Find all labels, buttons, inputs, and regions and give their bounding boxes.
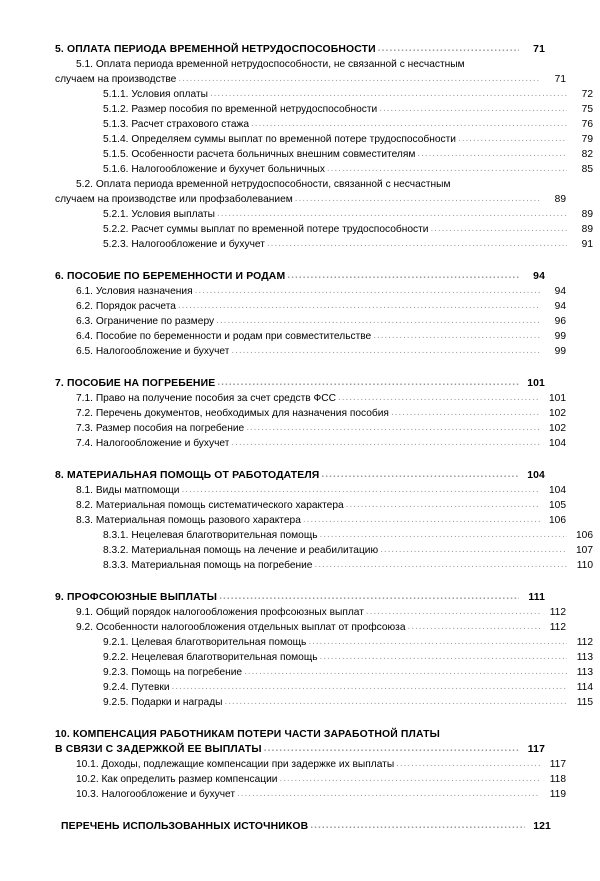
toc-entry-title-line-2: случаем на производстве [55, 74, 177, 85]
toc-entry-level-2[interactable] [76, 772, 566, 787]
toc-entry-title: 6.5. Налогообложение и бухучет [76, 346, 230, 357]
toc-entry-row[interactable] [76, 772, 566, 787]
toc-entry-level-1[interactable] [55, 590, 545, 605]
toc-page-number: 79 [581, 134, 593, 145]
dot-leader [217, 212, 567, 222]
toc-page-number: 71 [533, 44, 545, 55]
toc-entry-title: 5.2.3. Налогообложение и бухучет [103, 239, 265, 250]
dot-leader [219, 595, 519, 605]
toc-entry-row[interactable] [55, 192, 566, 207]
toc-page-number: 102 [549, 423, 566, 434]
toc-entry-row[interactable] [55, 42, 545, 57]
dot-leader [231, 441, 540, 451]
toc-page-number: 99 [554, 346, 566, 357]
section-spacer [55, 252, 545, 269]
toc-entry-list [55, 42, 593, 834]
toc-entry-title: 8.2. Материальная помощь систематического характера [76, 500, 344, 511]
toc-entry-title: 10.1. Доходы, подлежащие компенсации при задержке их выплаты [76, 759, 395, 770]
toc-entry-row[interactable] [103, 695, 593, 710]
toc-page-number: 107 [576, 545, 593, 556]
toc-entry-title: 5.1.4. Определяем суммы выплат по временной потере трудоспособности [103, 134, 456, 145]
toc-entry-title: 9.2.5. Подарки и награды [103, 697, 223, 708]
toc-entry-row[interactable] [55, 376, 545, 391]
toc-entry-title: 6.4. Пособие по беременности и родам при совместительстве [76, 331, 372, 342]
toc-page-number: 115 [576, 697, 593, 708]
toc-page-number: 101 [527, 378, 545, 389]
toc-entry-level-1[interactable] [55, 269, 545, 284]
dot-leader [380, 548, 567, 558]
toc-entry-row[interactable] [103, 543, 593, 558]
toc-entry-row[interactable] [103, 528, 593, 543]
toc-entry-level-2[interactable] [76, 284, 566, 299]
toc-page-number: 99 [554, 331, 566, 342]
toc-entry-title: 9.2. Особенности налогообложения отдельных выплат от профсоюза [76, 622, 406, 633]
dot-leader [264, 747, 519, 757]
toc-entry-level-2[interactable] [76, 787, 566, 802]
toc-entry-level-3[interactable] [103, 528, 593, 543]
toc-entry-row[interactable] [103, 558, 593, 573]
toc-entry-level-1[interactable] [55, 376, 545, 391]
toc-entry-title: 10.3. Налогообложение и бухучет [76, 789, 236, 800]
toc-page-number: 117 [527, 744, 545, 755]
toc-entry-row[interactable] [103, 87, 593, 102]
dot-leader [346, 503, 540, 513]
toc-entry-row[interactable] [55, 269, 545, 284]
toc-page-number: 94 [554, 286, 566, 297]
toc-entry-level-3[interactable] [103, 665, 593, 680]
toc-entry-row[interactable] [55, 742, 545, 757]
toc-entry-level-2[interactable] [55, 177, 566, 207]
toc-entry-row[interactable] [76, 284, 566, 299]
toc-entry-level-3[interactable] [103, 117, 593, 132]
toc-entry-title-line-2: случаем на производстве или профзаболеванием [55, 194, 293, 205]
dot-leader [320, 655, 567, 665]
dot-leader [216, 319, 540, 329]
dot-leader [251, 122, 567, 132]
toc-entry-row[interactable] [103, 665, 593, 680]
toc-entry-row[interactable] [103, 222, 593, 237]
dot-leader [310, 824, 525, 834]
toc-entry-title: 6.1. Условия назначения [76, 286, 193, 297]
toc-entry-level-3[interactable] [103, 147, 593, 162]
toc-entry-title: 5. ОПЛАТА ПЕРИОДА ВРЕМЕННОЙ НЕТРУДОСПОСОБНОСТИ [55, 44, 376, 55]
toc-entry-row[interactable] [103, 102, 593, 117]
toc-entry-title: 8.3.2. Материальная помощь на лечение и реабилитацию [103, 545, 379, 556]
toc-page-number: 85 [581, 164, 593, 175]
toc-entry-title: 9.2.3. Помощь на погребение [103, 667, 243, 678]
toc-entry-level-2[interactable] [76, 605, 566, 620]
dot-leader [430, 227, 567, 237]
toc-page-number: 112 [549, 622, 566, 633]
toc-page-number: 75 [581, 104, 593, 115]
toc-page-number: 114 [576, 682, 593, 693]
toc-entry-level-2[interactable] [76, 620, 566, 635]
toc-entry-title-line-2: В СВЯЗИ С ЗАДЕРЖКОЙ ЕЕ ВЫПЛАТЫ [55, 744, 262, 755]
toc-page-number: 82 [581, 149, 593, 160]
toc-entry-level-3[interactable] [103, 650, 593, 665]
toc-entry-title: 9.1. Общий порядок налогообложения профсоюзных выплат [76, 607, 364, 618]
toc-page-number: 110 [576, 560, 593, 571]
toc-entry-row[interactable] [103, 237, 593, 252]
toc-entry-title: 9. ПРОФСОЮЗНЫЕ ВЫПЛАТЫ [55, 592, 218, 603]
toc-entry-title: 6.3. Ограничение по размеру [76, 316, 215, 327]
toc-page-number: 104 [527, 470, 545, 481]
toc-entry-level-3[interactable] [103, 222, 593, 237]
section-spacer [55, 710, 545, 727]
toc-entry-title: 5.2.2. Расчет суммы выплат по временной потере трудоспособности [103, 224, 429, 235]
toc-entry-level-3[interactable] [103, 162, 593, 177]
toc-entry-title: ПЕРЕЧЕНЬ ИСПОЛЬЗОВАННЫХ ИСТОЧНИКОВ [61, 821, 309, 832]
toc-page-number: 119 [549, 789, 566, 800]
toc-entry-row[interactable] [55, 468, 545, 483]
toc-entry-level-2[interactable] [76, 483, 566, 498]
toc-entry-title-line-1: 5.1. Оплата периода временной нетрудоспособности, не связанной с несчастным [76, 59, 465, 70]
toc-entry-row[interactable] [76, 605, 566, 620]
toc-entry-level-3[interactable] [103, 132, 593, 147]
toc-entry-row[interactable] [76, 483, 566, 498]
toc-page-number: 111 [528, 592, 545, 603]
toc-entry-title: 6.2. Порядок расчета [76, 301, 176, 312]
toc-page-number: 104 [549, 485, 566, 496]
toc-page-number: 72 [581, 89, 593, 100]
toc-entry-title: 10.2. Как определить размер компенсации [76, 774, 278, 785]
dot-leader [195, 289, 540, 299]
toc-entry-level-2[interactable] [76, 299, 566, 314]
dot-leader [391, 411, 540, 421]
dot-leader [338, 396, 540, 406]
toc-entry-level-2[interactable] [76, 421, 566, 436]
dot-leader [366, 610, 540, 620]
toc-page-number: 89 [581, 209, 593, 220]
toc-entry-row[interactable] [76, 406, 566, 421]
dot-leader [417, 152, 567, 162]
toc-entry-row[interactable] [76, 787, 566, 802]
toc-entry-level-3[interactable] [103, 558, 593, 573]
toc-entry-title: 8.3.1. Нецелевая благотворительная помощь [103, 530, 318, 541]
toc-page-number: 121 [533, 821, 551, 832]
dot-leader [244, 670, 567, 680]
toc-entry-level-2[interactable] [76, 314, 566, 329]
toc-entry-level-2[interactable] [76, 513, 566, 528]
toc-entry-level-3[interactable] [103, 695, 593, 710]
toc-entry-row[interactable] [55, 590, 545, 605]
toc-entry-title: 7.1. Право на получение пособия за счет средств ФСС [76, 393, 336, 404]
dot-leader [267, 242, 567, 252]
toc-page-number: 106 [576, 530, 593, 541]
toc-entry-level-2[interactable] [76, 391, 566, 406]
toc-entry-row[interactable] [76, 757, 566, 772]
dot-leader [231, 349, 540, 359]
dot-leader [178, 77, 540, 87]
toc-entry-row[interactable] [76, 314, 566, 329]
toc-page-number: 89 [554, 194, 566, 205]
toc-entry-title: 5.1.2. Размер пособия по временной нетрудоспособности [103, 104, 378, 115]
dot-leader [172, 685, 567, 695]
toc-entry-level-1[interactable] [55, 42, 545, 57]
toc-entry-level-3[interactable] [103, 635, 593, 650]
toc-page-number: 104 [549, 438, 566, 449]
dot-leader [379, 107, 567, 117]
toc-entry-level-2[interactable] [76, 498, 566, 513]
toc-entry-row[interactable] [76, 344, 566, 359]
toc-entry-level-2[interactable] [76, 757, 566, 772]
toc-entry-title: 8.3. Материальная помощь разового характера [76, 515, 301, 526]
dot-leader [378, 47, 519, 57]
dot-leader [308, 640, 567, 650]
toc-entry-title-line-1: 5.2. Оплата периода временной нетрудоспособности, связанной с несчастным [76, 179, 451, 190]
dot-leader [396, 762, 540, 772]
toc-page-number: 89 [581, 224, 593, 235]
toc-entry-title: 5.1.3. Расчет страхового стажа [103, 119, 250, 130]
section-spacer [55, 573, 545, 590]
toc-entry-row[interactable] [76, 299, 566, 314]
toc-entry-row[interactable] [76, 620, 566, 635]
toc-entry-level-1[interactable] [55, 727, 545, 757]
dot-leader [320, 533, 567, 543]
dot-leader [279, 777, 540, 787]
toc-entry-level-3[interactable] [103, 543, 593, 558]
section-spacer [55, 359, 545, 376]
dot-leader [237, 792, 540, 802]
toc-entry-row[interactable] [103, 147, 593, 162]
toc-entry-level-3[interactable] [103, 207, 593, 222]
toc-entry-level-1[interactable] [61, 819, 551, 834]
toc-entry-title: 5.2.1. Условия выплаты [103, 209, 216, 220]
dot-leader [373, 334, 540, 344]
toc-entry-title-line-1: 10. КОМПЕНСАЦИЯ РАБОТНИКАМ ПОТЕРИ ЧАСТИ ЗАРАБОТНОЙ ПЛАТЫ [55, 729, 440, 740]
dot-leader [178, 304, 540, 314]
dot-leader [287, 274, 519, 284]
toc-entry-level-3[interactable] [103, 87, 593, 102]
toc-entry-row[interactable] [103, 117, 593, 132]
toc-entry-level-2[interactable] [76, 329, 566, 344]
toc-page-number: 112 [549, 607, 566, 618]
toc-entry-row[interactable] [76, 391, 566, 406]
toc-entry-title: 9.2.4. Путевки [103, 682, 170, 693]
toc-entry-title: 8.3.3. Материальная помощь на погребение [103, 560, 313, 571]
dot-leader [327, 167, 567, 177]
dot-leader [210, 92, 567, 102]
dot-leader [181, 488, 540, 498]
toc-page-number: 105 [549, 500, 566, 511]
toc-entry-title: 8. МАТЕРИАЛЬНАЯ ПОМОЩЬ ОТ РАБОТОДАТЕЛЯ [55, 470, 320, 481]
toc-page-number: 71 [554, 74, 566, 85]
toc-entry-level-3[interactable] [103, 102, 593, 117]
toc-entry-title: 7. ПОСОБИЕ НА ПОГРЕБЕНИЕ [55, 378, 216, 389]
toc-entry-level-3[interactable] [103, 680, 593, 695]
toc-entry-title: 6. ПОСОБИЕ ПО БЕРЕМЕННОСТИ И РОДАМ [55, 271, 286, 282]
toc-entry-level-2[interactable] [55, 57, 566, 87]
toc-entry-title: 7.2. Перечень документов, необходимых для назначения пособия [76, 408, 389, 419]
toc-entry-row[interactable] [55, 72, 566, 87]
dot-leader [217, 381, 519, 391]
toc-entry-row[interactable] [103, 162, 593, 177]
toc-page-number: 118 [549, 774, 566, 785]
toc-page-number: 113 [576, 652, 593, 663]
toc-page-number: 102 [549, 408, 566, 419]
toc-page-number: 94 [533, 271, 545, 282]
toc-entry-row[interactable] [103, 680, 593, 695]
toc-entry-level-2[interactable] [76, 436, 566, 451]
toc-page-number: 112 [576, 637, 593, 648]
toc-page-number: 91 [581, 239, 593, 250]
dot-leader [321, 473, 519, 483]
toc-entry-row[interactable] [103, 207, 593, 222]
section-spacer [55, 451, 545, 468]
toc-entry-row[interactable] [76, 436, 566, 451]
toc-entry-title: 8.1. Виды матпомощи [76, 485, 180, 496]
toc-entry-row[interactable] [103, 132, 593, 147]
toc-entry-title: 7.4. Налогообложение и бухучет [76, 438, 230, 449]
dot-leader [303, 518, 540, 528]
toc-entry-level-2[interactable] [76, 344, 566, 359]
toc-entry-title: 5.1.6. Налогообложение и бухучет больничных [103, 164, 325, 175]
toc-page-number: 96 [554, 316, 566, 327]
toc-entry-row[interactable] [103, 650, 593, 665]
toc-entry-title: 9.2.1. Целевая благотворительная помощь [103, 637, 307, 648]
toc-entry-title: 5.1.5. Особенности расчета больничных внешним совместителям [103, 149, 416, 160]
toc-entry-row[interactable] [76, 329, 566, 344]
toc-entry-level-3[interactable] [103, 237, 593, 252]
toc-entry-level-1[interactable] [55, 468, 545, 483]
toc-entry-row[interactable] [61, 819, 551, 834]
dot-leader [314, 563, 567, 573]
toc-entry-row[interactable] [76, 421, 566, 436]
toc-entry-row[interactable] [76, 513, 566, 528]
toc-entry-row[interactable] [76, 498, 566, 513]
dot-leader [295, 197, 540, 207]
section-spacer [55, 802, 545, 819]
toc-entry-title: 7.3. Размер пособия на погребение [76, 423, 245, 434]
dot-leader [246, 426, 540, 436]
toc-page-number: 113 [576, 667, 593, 678]
dot-leader [458, 137, 567, 147]
toc-entry-row[interactable] [103, 635, 593, 650]
toc-page-number: 101 [549, 393, 566, 404]
toc-page-number: 106 [549, 515, 566, 526]
dot-leader [224, 700, 567, 710]
dot-leader [408, 625, 541, 635]
toc-entry-title: 9.2.2. Нецелевая благотворительная помощь [103, 652, 318, 663]
toc-page-number: 94 [554, 301, 566, 312]
toc-page-number: 76 [581, 119, 593, 130]
toc-entry-level-2[interactable] [76, 406, 566, 421]
toc-page-number: 117 [549, 759, 566, 770]
toc-entry-title: 5.1.1. Условия оплаты [103, 89, 208, 100]
